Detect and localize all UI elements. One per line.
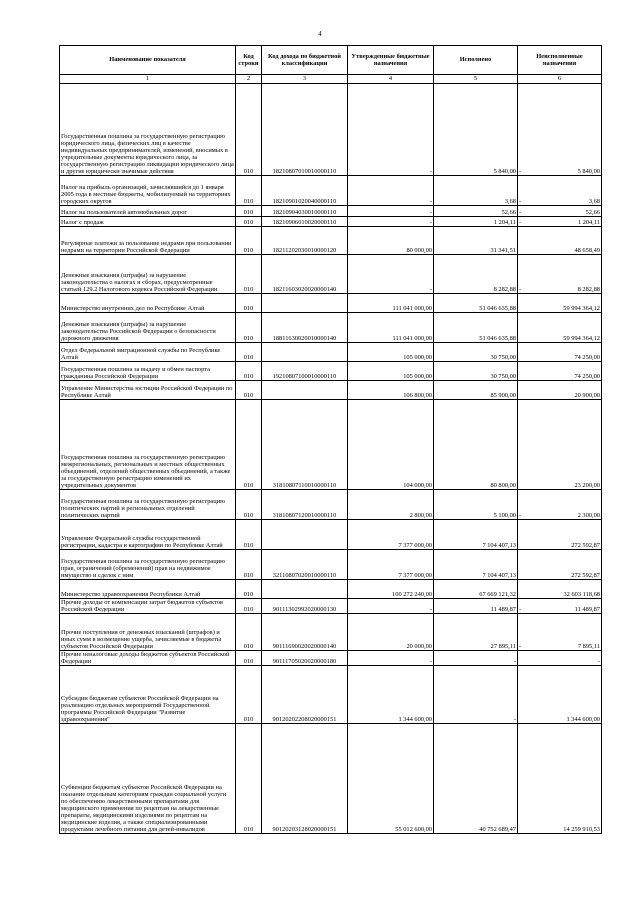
indicator-name-cell: Государственная пошлина за государственную регистрацию прав, ограничений (обременений) прав на недвижимое имущество и сделок с ним — [60, 550, 236, 580]
negative-sign: - — [519, 197, 522, 205]
header-row — [60, 46, 602, 75]
column-number: 2 — [236, 75, 262, 84]
executed-amount-cell: 80 800,00 — [434, 400, 518, 490]
line-code-cell: 010 — [236, 217, 262, 227]
unexecuted-amount-cell — [518, 400, 602, 490]
approved-amount-cell: 7 377 000,00 — [348, 520, 434, 550]
unexecuted-amount-cell — [518, 550, 602, 580]
table-row — [60, 206, 602, 217]
line-code-cell: 010 — [236, 651, 262, 666]
table-row — [60, 490, 602, 520]
executed-amount-cell: 7 104 407,13 — [434, 550, 518, 580]
classification-code-cell: 18211202030010000120 — [262, 227, 348, 255]
indicator-name-cell: Министерство здравоохранения Республики Алтай — [60, 580, 236, 599]
unexecuted-amount-cell — [518, 666, 602, 724]
approved-amount-cell: 1 344 600,00 — [348, 666, 434, 724]
table-row — [60, 343, 602, 362]
line-code-cell: 010 — [236, 381, 262, 400]
approved-amount-cell: 111 041 000,00 — [348, 313, 434, 343]
line-code-cell: 010 — [236, 666, 262, 724]
table-row — [60, 400, 602, 490]
line-code-cell: 010 — [236, 490, 262, 520]
negative-sign: - — [519, 606, 522, 614]
line-code-cell: 010 — [236, 614, 262, 651]
unexecuted-value: 2 300,00 — [577, 511, 600, 519]
line-code-cell: 010 — [236, 227, 262, 255]
table-row — [60, 550, 602, 580]
table-row — [60, 580, 602, 599]
line-code-cell: 010 — [236, 255, 262, 294]
executed-amount-cell: 31 341,51 — [434, 227, 518, 255]
unexecuted-value: 1 204,11 — [577, 218, 600, 226]
unexecuted-amount-cell — [518, 580, 602, 599]
negative-sign: - — [519, 643, 522, 651]
approved-amount-cell: - — [348, 176, 434, 206]
indicator-name-cell: Денежные взыскания (штрафы) за нарушение законодательства о налогах и сборах, предусмотренные статьей 129.2 Налогового кодекса Российской Федерации — [60, 255, 236, 294]
executed-amount-cell: 67 669 121,32 — [434, 580, 518, 599]
table-row — [60, 227, 602, 255]
classification-code-cell: 18210901020040000110 — [262, 176, 348, 206]
unexecuted-value: 5 840,00 — [577, 167, 600, 175]
classification-code-cell: 90120202208020000151 — [262, 666, 348, 724]
line-code-cell: 010 — [236, 580, 262, 599]
column-number: 6 — [518, 75, 602, 84]
unexecuted-amount-cell — [518, 724, 602, 834]
approved-amount-cell: 105 000,00 — [348, 343, 434, 362]
classification-code-cell — [262, 294, 348, 313]
executed-amount-cell: 8 282,88 — [434, 255, 518, 294]
column-number: 1 — [60, 75, 236, 84]
unexecuted-amount-cell — [518, 343, 602, 362]
unexecuted-value: 59 994 364,12 — [563, 304, 600, 312]
header-line-code: Код строки — [236, 46, 262, 75]
unexecuted-value: 272 592,87 — [571, 571, 600, 579]
indicator-name-cell: Налог на прибыль организаций, зачислявшийся до 1 января 2005 года в местные бюджеты, мобилизуемый на территориях городских округов — [60, 176, 236, 206]
unexecuted-value: 59 994 364,12 — [563, 334, 600, 342]
budget-execution-table — [59, 45, 602, 834]
indicator-name-cell: Субсидии бюджетам субъектов Российской Федерации на реализацию отдельных мероприятий Государственной программы Российской Федерации "Развитие здравоохранения" — [60, 666, 236, 724]
table-row — [60, 520, 602, 550]
unexecuted-amount-cell — [518, 381, 602, 400]
negative-sign: - — [519, 511, 522, 519]
header-budget-classification-code: Код дохода по бюджетной классификации — [262, 46, 348, 75]
classification-code-cell — [262, 520, 348, 550]
indicator-name-cell: Прочие неналоговые доходы бюджетов субъектов Российской Федерации — [60, 651, 236, 666]
executed-amount-cell: 1 204,11 — [434, 217, 518, 227]
indicator-name-cell: Государственная пошлина за государственную регистрацию межрегиональных, региональных и местных общественных объединений, отделений общественных объединений, а также за государственную регистрацию изменений их учредительных документов — [60, 400, 236, 490]
line-code-cell: 010 — [236, 362, 262, 381]
unexecuted-amount-cell — [518, 84, 602, 176]
unexecuted-value: 1 344 600,00 — [566, 716, 600, 724]
table-row — [60, 651, 602, 666]
indicator-name-cell: Налог с продаж — [60, 217, 236, 227]
unexecuted-amount-cell — [518, 176, 602, 206]
classification-code-cell — [262, 343, 348, 362]
indicator-name-cell: Налог на пользователей автомобильных дорог — [60, 206, 236, 217]
classification-code-cell: 90111302992020000130 — [262, 599, 348, 614]
indicator-name-cell: Государственная пошлина за государственную регистрацию юридического лица, физических лиц в качестве индивидуальных предпринимателей, изменений, вносимых в учредительные документы юридического лица, за государственную регистрацию ликвидации юридического лица и другие юридически значимые действия — [60, 84, 236, 176]
unexecuted-amount-cell — [518, 255, 602, 294]
approved-amount-cell: 80 000,00 — [348, 227, 434, 255]
unexecuted-amount-cell — [518, 599, 602, 614]
indicator-name-cell: Денежные взыскания (штрафы) за нарушение законодательства Российской Федерации о безопасности дорожного движения — [60, 313, 236, 343]
unexecuted-value: 3,68 — [588, 197, 600, 205]
classification-code-cell: 32110807020010000110 — [262, 550, 348, 580]
table-row — [60, 176, 602, 206]
classification-code-cell: 90111690020020000140 — [262, 614, 348, 651]
classification-code-cell: 18811630020010000140 — [262, 313, 348, 343]
header-executed-amount: Исполнено — [434, 46, 518, 75]
indicator-name-cell: Субвенции бюджетам субъектов Российской Федерации на оказание отдельным категориям граждан социальной услуги по обеспечению лекарственными препаратами для медицинского применения по рецептам на лекарственные препараты, медицинскими изделиями по рецептам на медицинские изделия, а также специализированными продуктами лечебного питания для детей-инвалидов — [60, 724, 236, 834]
executed-amount-cell: 40 752 689,47 — [434, 724, 518, 834]
approved-amount-cell: - — [348, 599, 434, 614]
unexecuted-value: 48 658,49 — [574, 246, 600, 254]
table-row — [60, 294, 602, 313]
unexecuted-value: 23 200,00 — [574, 481, 600, 489]
executed-amount-cell: 30 750,00 — [434, 362, 518, 381]
approved-amount-cell: - — [348, 651, 434, 666]
negative-sign: - — [519, 218, 522, 226]
executed-amount-cell: 7 104 407,13 — [434, 520, 518, 550]
table-row — [60, 255, 602, 294]
header-unexecuted-amount: Неисполненные назначения — [518, 46, 602, 75]
indicator-name-cell: Государственная пошлина за государственную регистрацию политических партий и региональных отделений политических партий — [60, 490, 236, 520]
table-row — [60, 217, 602, 227]
unexecuted-value: 52,66 — [585, 208, 600, 216]
classification-code-cell: 31810807110010000110 — [262, 400, 348, 490]
line-code-cell: 010 — [236, 599, 262, 614]
line-code-cell: 010 — [236, 400, 262, 490]
table-row — [60, 313, 602, 343]
approved-amount-cell: - — [348, 206, 434, 217]
approved-amount-cell: 100 272 240,00 — [348, 580, 434, 599]
executed-amount-cell: - — [434, 651, 518, 666]
page-number: 4 — [318, 30, 322, 38]
executed-amount-cell: 52,66 — [434, 206, 518, 217]
executed-amount-cell: 51 046 635,88 — [434, 294, 518, 313]
classification-code-cell — [262, 381, 348, 400]
indicator-name-cell: Отдел Федеральной миграционной службы по Республике Алтай — [60, 343, 236, 362]
classification-code-cell: 90111705020020000180 — [262, 651, 348, 666]
column-number: 4 — [348, 75, 434, 84]
column-number: 3 — [262, 75, 348, 84]
unexecuted-value: 32 603 118,68 — [563, 590, 600, 598]
unexecuted-amount-cell — [518, 206, 602, 217]
column-number: 5 — [434, 75, 518, 84]
table-row — [60, 362, 602, 381]
executed-amount-cell: 51 046 635,88 — [434, 313, 518, 343]
line-code-cell: 010 — [236, 294, 262, 313]
line-code-cell: 010 — [236, 343, 262, 362]
approved-amount-cell: 55 012 600,00 — [348, 724, 434, 834]
line-code-cell: 010 — [236, 313, 262, 343]
unexecuted-amount-cell — [518, 520, 602, 550]
header-approved-amount: Утвержденные бюджетные назначения — [348, 46, 434, 75]
approved-amount-cell: 104 000,00 — [348, 400, 434, 490]
classification-code-cell — [262, 580, 348, 599]
executed-amount-cell: 5 840,00 — [434, 84, 518, 176]
approved-amount-cell: - — [348, 84, 434, 176]
unexecuted-amount-cell — [518, 217, 602, 227]
unexecuted-value: 8 282,88 — [577, 285, 600, 293]
unexecuted-amount-cell — [518, 227, 602, 255]
table-row — [60, 84, 602, 176]
unexecuted-amount-cell — [518, 294, 602, 313]
classification-code-cell: 31810807120010000110 — [262, 490, 348, 520]
approved-amount-cell: 20 000,00 — [348, 614, 434, 651]
approved-amount-cell: 111 041 000,00 — [348, 294, 434, 313]
line-code-cell: 010 — [236, 176, 262, 206]
executed-amount-cell: 85 900,00 — [434, 381, 518, 400]
unexecuted-value: 7 895,11 — [577, 643, 600, 651]
table-body — [60, 84, 602, 834]
line-code-cell: 010 — [236, 520, 262, 550]
classification-code-cell: 18210807010010000110 — [262, 84, 348, 176]
header-indicator-name: Наименование показателя — [60, 46, 236, 75]
column-number-row — [60, 75, 602, 84]
classification-code-cell: 19210807100010000110 — [262, 362, 348, 381]
indicator-name-cell: Регулярные платежи за пользование недрами при пользовании недрами на территории Российской Федерации — [60, 227, 236, 255]
approved-amount-cell: 105 000,00 — [348, 362, 434, 381]
executed-amount-cell: 5 100,00 — [434, 490, 518, 520]
unexecuted-amount-cell — [518, 490, 602, 520]
negative-sign: - — [519, 167, 522, 175]
indicator-name-cell: Прочие доходы от компенсации затрат бюджетов субъектов Российской Федерации — [60, 599, 236, 614]
indicator-name-cell: Прочие поступления от денежных взысканий (штрафов) и иных сумм в возмещение ущерба, зачисляемые в бюджеты субъектов Российской Федерации — [60, 614, 236, 651]
classification-code-cell: 18210906010020000110 — [262, 217, 348, 227]
table-row — [60, 599, 602, 614]
indicator-name-cell: Министерство внутренних дел по Республике Алтай — [60, 294, 236, 313]
executed-amount-cell: 30 750,00 — [434, 343, 518, 362]
unexecuted-amount-cell — [518, 614, 602, 651]
executed-amount-cell: 3,68 — [434, 176, 518, 206]
indicator-name-cell: Управление Федеральной службы государственной регистрации, кадастра и картографии по Республике Алтай — [60, 520, 236, 550]
classification-code-cell: 90120203128020000151 — [262, 724, 348, 834]
unexecuted-amount-cell — [518, 651, 602, 666]
unexecuted-amount-cell — [518, 362, 602, 381]
unexecuted-value: 272 592,87 — [571, 541, 600, 549]
indicator-name-cell: Государственная пошлина за выдачу и обмен паспорта гражданина Российской Федерации — [60, 362, 236, 381]
line-code-cell: 010 — [236, 84, 262, 176]
executed-amount-cell: - — [434, 666, 518, 724]
unexecuted-value: 74 250,00 — [574, 372, 600, 380]
unexecuted-value: 14 259 910,53 — [563, 826, 600, 834]
indicator-name-cell: Управление Министерства юстиции Российской Федерации по Республике Алтай — [60, 381, 236, 400]
negative-sign: - — [519, 208, 522, 216]
approved-amount-cell: - — [348, 255, 434, 294]
unexecuted-value: 20 900,00 — [574, 391, 600, 399]
unexecuted-amount-cell — [518, 313, 602, 343]
approved-amount-cell: - — [348, 217, 434, 227]
line-code-cell: 010 — [236, 206, 262, 217]
line-code-cell: 010 — [236, 724, 262, 834]
negative-sign: - — [519, 285, 522, 293]
classification-code-cell: 18210904030010000110 — [262, 206, 348, 217]
executed-amount-cell: 27 895,11 — [434, 614, 518, 651]
unexecuted-value: - — [597, 658, 600, 666]
table-row — [60, 614, 602, 651]
approved-amount-cell: 2 800,00 — [348, 490, 434, 520]
unexecuted-value: 74 250,00 — [574, 353, 600, 361]
executed-amount-cell: 11 489,87 — [434, 599, 518, 614]
unexecuted-value: 11 489,87 — [574, 606, 600, 614]
table-row — [60, 381, 602, 400]
table-row — [60, 724, 602, 834]
classification-code-cell: 18211603020020000140 — [262, 255, 348, 294]
approved-amount-cell: 7 377 000,00 — [348, 550, 434, 580]
table-row — [60, 666, 602, 724]
approved-amount-cell: 106 800,00 — [348, 381, 434, 400]
line-code-cell: 010 — [236, 550, 262, 580]
